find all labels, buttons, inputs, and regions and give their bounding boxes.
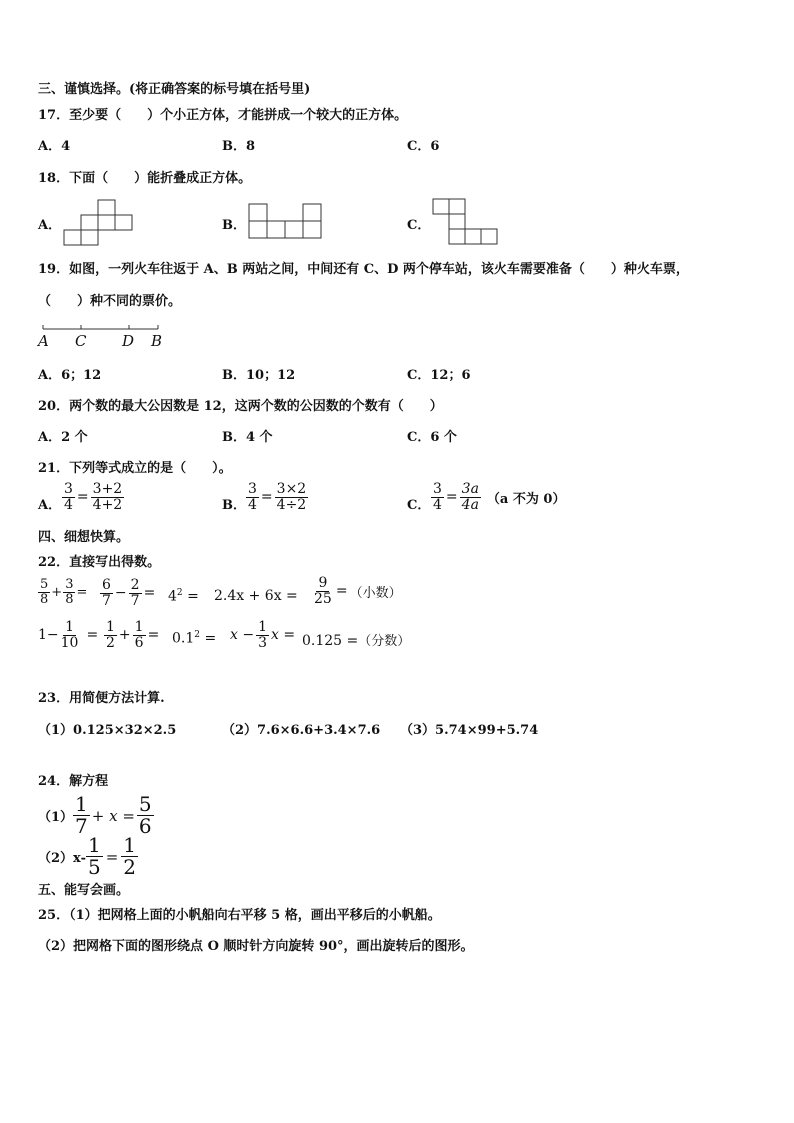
q21-option-c-equation: $\frac{3}{4}$ = $\frac{3a}{4a}$ （a 不为 0） [433,481,566,513]
q22e2-n1: 6 [102,577,111,593]
q22-expr-7 [104,620,159,650]
q18-option-c-label: C． [407,218,431,233]
q24e1-mid: + x = [91,806,135,825]
q22e10-note: （分数） [358,634,411,649]
section-3-heading: 三、谨慎选择。(将正确答案的标号填在括号里) [38,82,311,97]
q24e1-label: （1） [38,810,74,825]
q18-net-b-figure [248,203,324,241]
q22e6-eq: = [86,627,99,644]
q24e2-mid: = [105,847,119,866]
q22e1-n1: 5 [40,577,49,592]
q22e1-n2: 3 [65,577,74,592]
q21c-left-den: 4 [433,496,442,513]
q22-expr-9 [230,620,295,650]
q22-expr-2 [100,578,155,608]
q22e6-d: 10 [60,634,79,651]
q24e1-n2: 5 [138,792,152,816]
q22e5-n: 9 [318,575,328,591]
q20-option-a: A．2 个 [38,430,88,445]
q24e1-d1: 7 [75,814,88,838]
q22e9-n: 1 [258,619,267,635]
q24e2-n1: 1 [87,833,101,857]
q24e2-d1: 5 [87,855,101,879]
q21c-right-den: 4a [461,496,479,513]
q21a-right-num: 3+2 [92,481,123,497]
q17-option-c: C．6 [407,139,440,154]
q22e6-pre: 1− [38,627,59,644]
q21-stem: 21．下列等式成立的是（ ）。 [38,461,232,476]
q22e1-d2: 8 [65,591,74,607]
q18-option-a-label: A． [38,218,62,233]
q22e7-d1: 2 [106,634,115,651]
section-5-heading: 五、能写会画。 [38,883,130,898]
q21b-right-den: 4÷2 [276,496,307,513]
q21c-left-num: 3 [433,481,442,497]
q22-expr-3 [168,588,199,605]
q21-option-a-equation: $\frac{3}{4}$ = $\frac{3+2}{4+2}$ [64,481,123,513]
q17-option-a: A．4 [38,139,71,154]
q22e8-eq: = [204,630,217,647]
q21a-left-den: 4 [64,496,73,513]
q22e9-pre: x − [230,627,255,644]
q19-label-d: D [122,332,135,350]
q22e3-eq: = [187,588,199,605]
q25-line-1: 25．（1）把网格上面的小帆船向右平移 5 格，画出平移后的小帆船。 [38,908,441,923]
q24e2-n2: 1 [123,833,137,857]
q22e7-n1: 1 [106,619,115,635]
q21b-left-num: 3 [248,481,257,497]
q19-label-a: A [38,332,49,350]
q22e5-note: （小数） [349,585,402,601]
q18-stem: 18．下面（ ）能折叠成正方体。 [38,171,252,186]
q24e2-label: （2）x- [38,851,86,866]
q19-stem-line2: （ ）种不同的票价。 [38,294,182,309]
q22e2-op: − [114,585,127,602]
q19-option-b: B．10；12 [222,368,296,383]
q19-label-b: B [151,332,163,350]
q22e3-base: 4 [168,588,177,605]
q21-option-a-label: A． [38,498,62,513]
q22e8-base: 0.1 [172,630,195,647]
q22e2-d2: 7 [130,592,140,609]
q24-stem: 24．解方程 [38,774,109,789]
q22-expr-5 [312,576,402,606]
q22e1-d1: 8 [40,591,49,607]
q22e9-post: x = [271,627,296,644]
q22e3-exp: 2 [176,588,183,598]
q19-label-c: C [75,332,87,350]
q19-option-c: C．12；6 [407,368,471,383]
q22e7-eq: = [147,627,160,644]
q22e5-d: 25 [314,590,332,607]
q25-line-2: （2）把网格下面的图形绕点 O 顺时针方向旋转 90°，画出旋转后的图形。 [38,939,474,954]
q22e2-n2: 2 [130,577,140,593]
q20-stem: 20．两个数的最大公因数是 12，这两个数的公因数的个数有（ ） [38,399,443,414]
q22e5-eq: = [335,583,348,600]
q21c-note: （a 不为 0） [486,491,566,507]
q23-item-3: （3）5.74×99+5.74 [400,723,539,738]
q22e6-n: 1 [65,619,75,635]
q22e2-eq: = [143,585,156,602]
q24e1-n1: 1 [75,792,88,816]
q19-stem-line1: 19．如图，一列火车往返于 A、B 两站之间，中间还有 C、D 两个停车站，该火车需要准备（ ）种火车票， [38,262,689,277]
q17-option-b: B．8 [222,139,256,154]
q17-stem: 17．至少要（ ）个小正方体，才能拼成一个较大的正方体。 [38,108,408,123]
q22e2-d1: 7 [102,592,111,609]
q21a-left-num: 3 [64,481,73,497]
q22-expr-1 [38,578,87,606]
q19-option-a: A．6；12 [38,368,102,383]
q18-net-a-figure [64,199,134,247]
q20-option-c: C．6 个 [407,430,457,445]
q21b-left-den: 4 [248,496,257,513]
q22e10-text: 0.125 = [302,633,359,649]
section-4-heading: 四、细想快算。 [38,530,130,545]
q22-expr-4: 2.4x + 6x = [214,588,298,604]
q21b-right-num: 3×2 [276,481,307,497]
q22-expr-6 [38,620,98,650]
q22e1-op: + [51,584,63,600]
q24e1-d2: 6 [138,814,152,838]
q22e9-d: 3 [258,634,267,651]
q22-expr-8 [172,630,216,647]
q22e8-exp: 2 [194,630,200,640]
q21c-right-num: 3a [461,481,479,497]
q22e7-n2: 1 [134,619,144,635]
q22-expr-10 [302,630,410,649]
q20-option-b: B．4 个 [222,430,273,445]
q22-stem: 22．直接写出得数。 [38,555,161,570]
q22e1-eq: = [76,584,88,600]
q24e2-d2: 2 [123,855,137,879]
q23-item-2: （2）7.6×6.6+3.4×7.6 [222,723,381,738]
q23-stem: 23．用简便方法计算. [38,691,165,706]
q24-equation-1 [38,794,154,837]
q23-item-1: （1）0.125×32×2.5 [38,723,177,738]
q21a-right-den: 4+2 [92,496,123,513]
q22e7-op: + [118,627,131,644]
q24-equation-2 [38,835,138,878]
q22e7-d2: 6 [134,634,144,651]
q21-option-c-label: C． [407,498,431,513]
q18-net-c-figure [432,198,498,246]
q21-option-b-label: B． [222,498,246,513]
q21-option-b-equation: $\frac{3}{4}$ = $\frac{3\times 2}{4\div 2}$ [248,481,307,513]
q18-option-b-label: B． [222,218,246,233]
